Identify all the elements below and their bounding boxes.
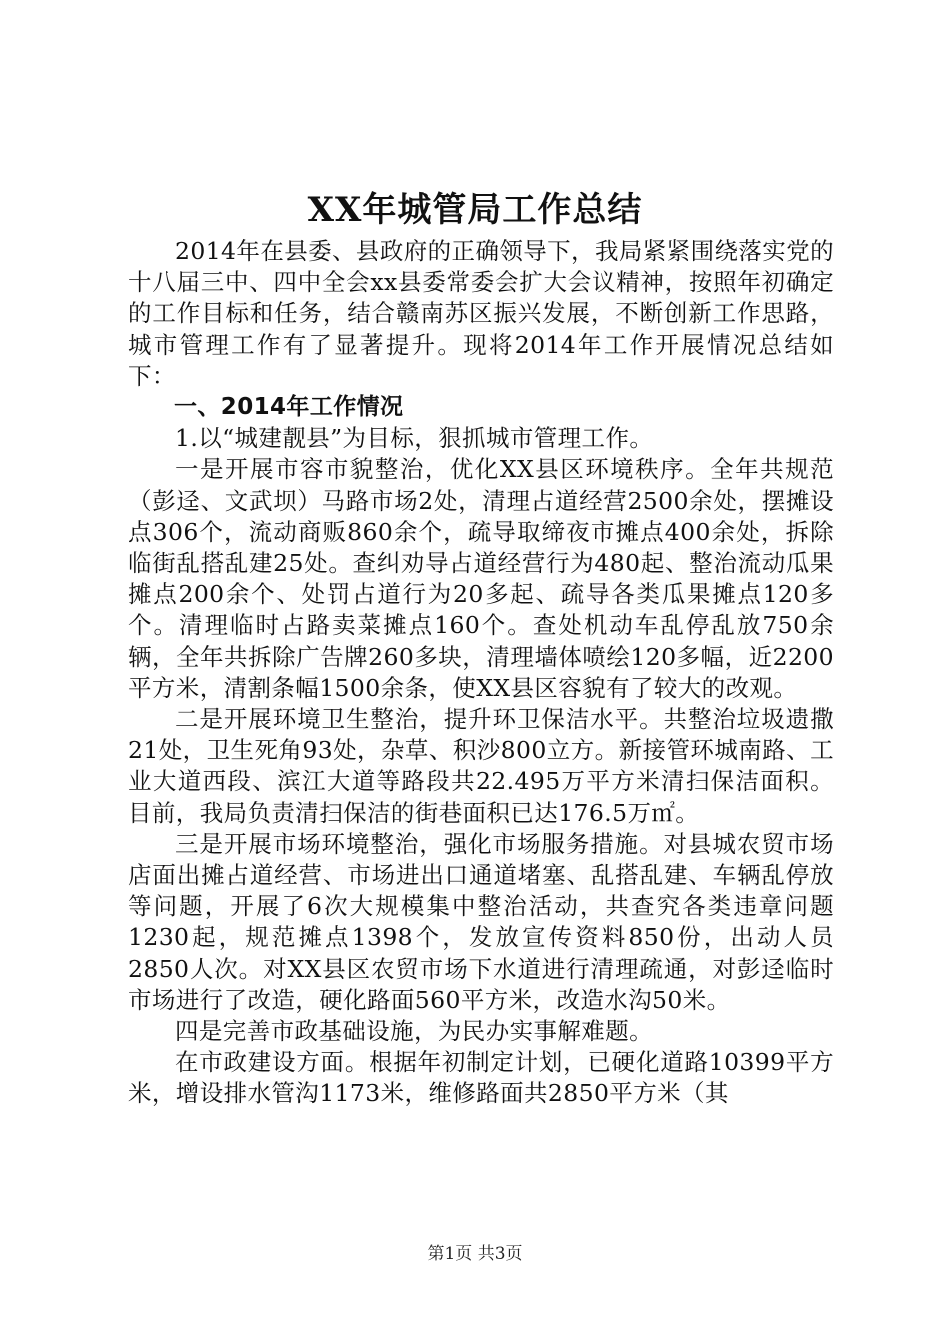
section-heading: 一、2014年工作情况	[174, 394, 404, 421]
document-body	[128, 236, 834, 1110]
paragraph-municipal: 在市政建设方面。根据年初制定计划，已硬化道路10399平方米，增设排水管沟1173米，维修路面共2850平方米（其	[128, 1048, 834, 1108]
paragraph-cityscape: 一是开展市容市貌整治，优化XX县区环境秩序。全年共规范（彭迳、文武坝）马路市场2处，清理占道经营2500余处，摆摊设点306个，流动商贩860余个，疏导取缔夜市摊点400余处，拆除临街乱搭乱建25处。查纠劝导占道经营行为480起、整治流动瓜果摊点200余个、处罚占道行为20多起、疏导各类瓜果摊点120多个。清理临时占路卖菜摊点160个。查处机动车乱停乱放750余辆，全年共拆除广告牌260多块，清理墙体喷绘120多幅，近2200平方米，清割条幅1500余条，使XX县区容貌有了较大的改观。	[128, 455, 834, 702]
paragraph-intro: 2014年在县委、县政府的正确领导下，我局紧紧围绕落实党的十八届三中、四中全会xx县委常委会扩大会议精神，按照年初确定的工作目标和任务，结合赣南苏区振兴发展，不断创新工作思路，城市管理工作有了显著提升。现将2014年工作开展情况总结如下：	[128, 237, 834, 390]
paragraph-item-1: 1.以“城建靓县”为目标，狠抓城市管理工作。	[175, 424, 654, 453]
paragraph-market: 三是开展市场环境整治，强化市场服务措施。对县城农贸市场店面出摊占道经营、市场进出口通道堵塞、乱搭乱建、车辆乱停放等问题，开展了6次大规模集中整治活动，共查究各类违章问题1230起，规范摊点1398个，发放宣传资料850份，出动人员2850人次。对XX县区农贸市场下水道进行清理疏通，对彭迳临时市场进行了改造，硬化路面560平方米，改造水沟50米。	[128, 829, 834, 1014]
document-title: XX年城管局工作总结	[307, 190, 643, 230]
paragraph-sanitation: 二是开展环境卫生整治，提升环卫保洁水平。共整治垃圾遗撒21处，卫生死角93处，杂草、积沙800立方。新接管环城南路、工业大道西段、滨江大道等路段共22.495万平方米清扫保洁面积。目前，我局负责清扫保洁的街巷面积已达176.5万㎡。	[128, 705, 834, 827]
paragraph-infrastructure: 四是完善市政基础设施，为民办实事解难题。	[175, 1017, 653, 1046]
page-footer: 第1页 共3页	[427, 1244, 523, 1264]
